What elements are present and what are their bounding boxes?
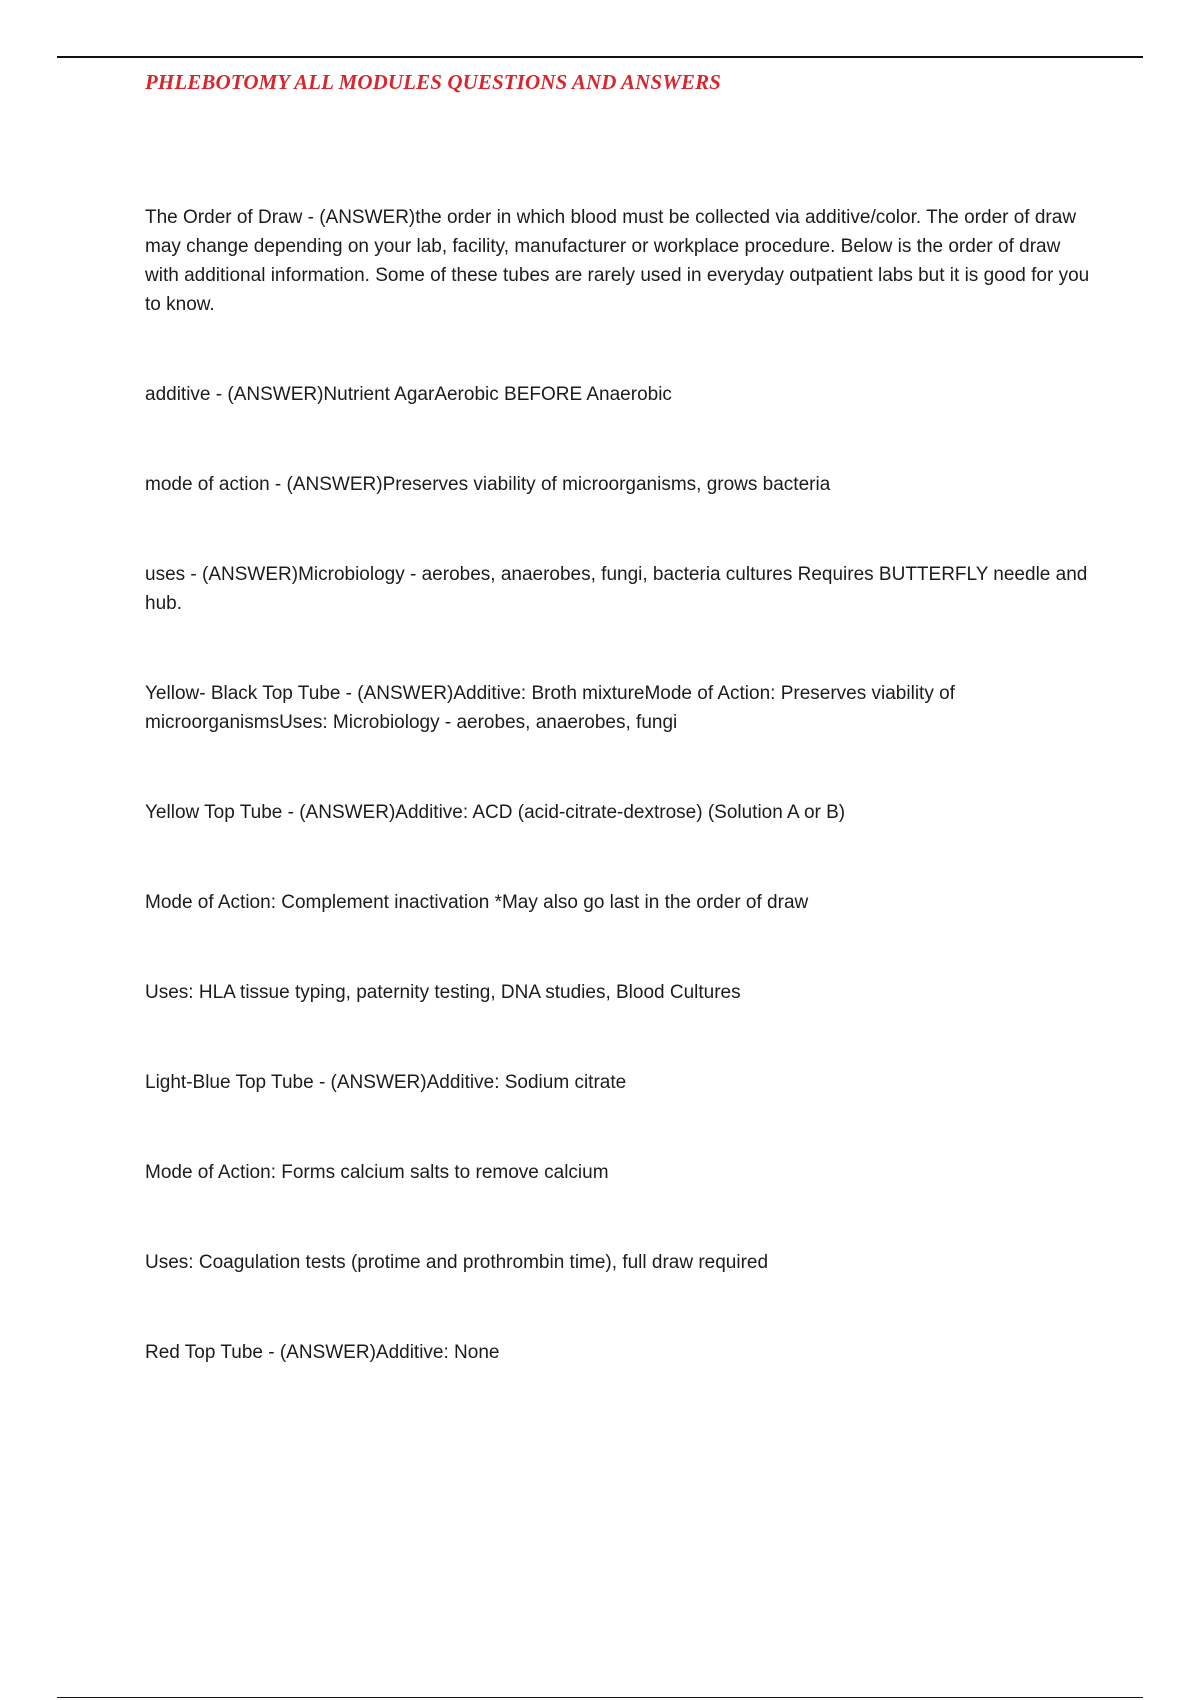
- qa-entry-order-of-draw: The Order of Draw - (ANSWER)the order in which blood must be collected via additive/color. The order of draw may change depending on your lab, facility, manufacturer or workplace procedure. Below is the order of draw with additional information. Some of these tubes are rarely used in everyday outpatient labs but it is good for you to know.: [145, 207, 1090, 315]
- document-title: PHLEBOTOMY ALL MODULES QUESTIONS AND ANSWERS: [145, 70, 721, 94]
- qa-entry-red-top-tube: Red Top Tube - (ANSWER)Additive: None: [145, 1342, 500, 1363]
- qa-entry-yellow-black-top-tube: Yellow- Black Top Tube - (ANSWER)Additive: Broth mixtureMode of Action: Preserves viability of microorganismsUses: Microbiology - aerobes, anaerobes, fungi: [145, 683, 955, 733]
- qa-entry-yellow-mode-of-action: Mode of Action: Complement inactivation *May also go last in the order of draw: [145, 892, 809, 913]
- qa-entry-additive: additive - (ANSWER)Nutrient AgarAerobic BEFORE Anaerobic: [145, 384, 672, 405]
- header-rule: [57, 56, 1143, 58]
- qa-entry-mode-of-action: mode of action - (ANSWER)Preserves viability of microorganisms, grows bacteria: [145, 474, 831, 495]
- qa-entry-yellow-top-tube: Yellow Top Tube - (ANSWER)Additive: ACD (acid-citrate-dextrose) (Solution A or B): [145, 802, 846, 823]
- qa-entry-yellow-uses: Uses: HLA tissue typing, paternity testing, DNA studies, Blood Cultures: [145, 982, 741, 1003]
- qa-entry-uses: uses - (ANSWER)Microbiology - aerobes, anaerobes, fungi, bacteria cultures Requires BUTTERFLY needle and hub.: [145, 564, 1088, 614]
- footer-rule: [57, 1697, 1143, 1698]
- qa-entry-light-blue-mode-of-action: Mode of Action: Forms calcium salts to remove calcium: [145, 1162, 609, 1183]
- qa-list: [145, 203, 1095, 1367]
- qa-entry-light-blue-uses: Uses: Coagulation tests (protime and prothrombin time), full draw required: [145, 1252, 769, 1273]
- qa-entry-light-blue-top-tube: Light-Blue Top Tube - (ANSWER)Additive: Sodium citrate: [145, 1072, 627, 1093]
